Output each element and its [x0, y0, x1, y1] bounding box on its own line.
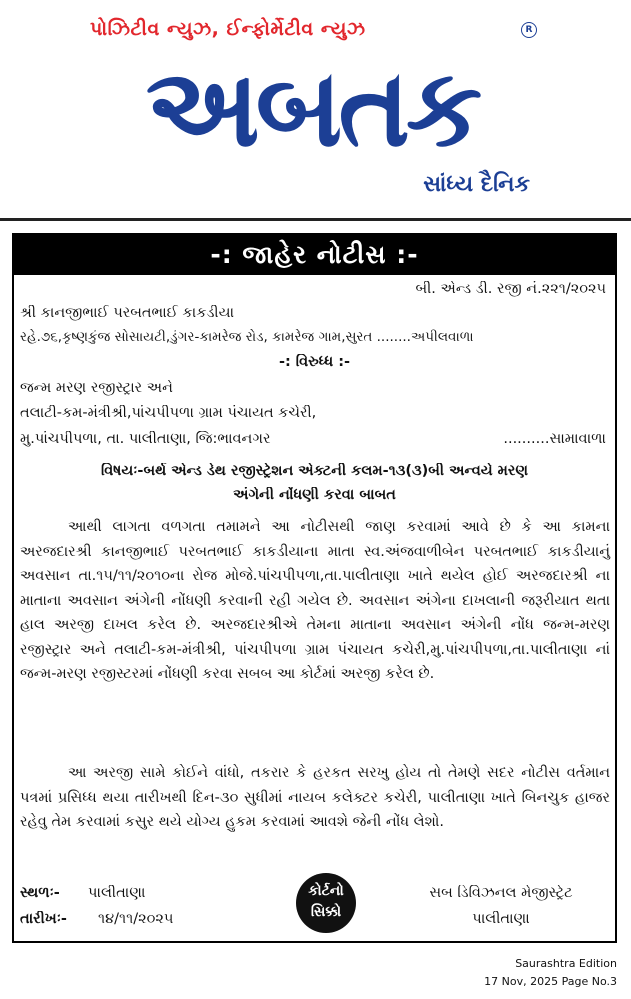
appellant-name: શ્રી કાનજીભાઈ પરબતભાઈ કાકડીયા [20, 305, 234, 321]
subject-line-1: વિષયઃ-બર્થ એન્ડ ડેથ રજીસ્ટ્રેશન એક્ટની કલમ-૧૩(૩)બી અન્વયે મરણ [100, 463, 529, 479]
appellant-address: રહે.૭૬,કૃષ્ણકુંજ સોસાયટી,ડુંગર-કામરેજ રોડ, કામરેજ ગામ,સુરત ........અપીલવાળા [20, 329, 474, 345]
edition-label: Saurashtra Edition [515, 957, 617, 970]
versus-heading: -: વિરુધ્ધ :- [278, 354, 351, 370]
notice-paragraph-2: આ અરજી સામે કોઈને વાંધો, તકરાર કે હરકત સરખુ હોય તો તેમણે સદર નોટીસ વર્તમાન પત્રમાં પ્રસિધ્ધ થયા તારીખથી દિન-૩૦ સુધીમાં નાયબ કલેક્ટર કચેરી, પાલીતાણા ખાતે બિનચુક હાજર રહેવુ તેમ કરવામાં કસુર થયે યોગ્ય હુકમ કરવામાં આવશે જેની નોંધ લેશો. [20, 765, 610, 830]
date-value: ૧૪/૧૧/૨૦૨૫ [98, 911, 174, 927]
place-value: પાલીતાણા [88, 885, 146, 901]
respondent-suffix: ..........સામાવાળા [503, 431, 606, 447]
notice-heading: -: જાહેર નોટીસ :- [14, 235, 615, 275]
seal-line-2: સિક્કો [310, 904, 342, 920]
edition-date-page: 17 Nov, 2025 Page No.3 [484, 975, 617, 988]
newspaper-logo: અબતક [145, 46, 479, 171]
subject-line-2: અંગેની નોંધણી કરવા બાબત [233, 487, 396, 503]
respondent-line-3: મુ.પાંચપીપળા, તા. પાલીતાણા, જિ:ભાવનગર [20, 431, 271, 447]
registered-mark-icon: R [521, 22, 537, 38]
place-label: સ્થળઃ- [20, 885, 60, 901]
masthead-divider [0, 218, 631, 221]
respondent-line-1: જન્મ મરણ રજીસ્ટ્રાર અને [20, 380, 173, 396]
signatory-place: પાલીતાણા [472, 911, 530, 927]
edition-type: સાંધ્ય દૈનિક [423, 172, 530, 197]
masthead [0, 0, 631, 215]
respondent-line-2: તલાટી-કમ-મંત્રીશ્રી,પાંચપીપળા ગ્રામ પંચાયત કચેરી, [20, 405, 317, 421]
tagline: પોઝિટીવ ન્યુઝ, ઈન્ફોર્મેટીવ ન્યુઝ [90, 18, 366, 40]
notice-paragraph-1: આથી લાગતા વળગતા તમામને આ નોટીસથી જાણ કરવામાં આવે છે કે આ કામના અરજદારશ્રી કાનજીભાઈ પરબતભાઈ કાકડીયાના માતા સ્વ.અંજવાળીબેન પરબતભાઈ કાકડીયાનું અવસાન તા.૧૫/૧૧/૨૦૧૦ના રોજ મોજે.પાંચપીપળા,તા.પાલીતાણા ખાતે થયેલ હોઈ અરજદારશ્રી ના માતાના અવસાન અંગેની નોંધણી કરવાની રહી ગયેલ છે. અવસાન અંગેના દાખલાની જરૂરીયાત થતા હાલ અરજી દાખલ કરેલ છે. અરજદારશ્રીએ તેમના માતાના અવસાન અંગેની નોંધ જન્મ-મરણ રજીસ્ટ્રાર અને તલાટી-કમ-મંત્રીશ્રી, પાંચપીપળા ગ્રામ પંચાયત કચેરી,મુ.પાંચપીપળા,તા.પાલીતાણા નાં જન્મ-મરણ રજીસ્ટરમાં નોંધણી કરવા સબબ આ કોર્ટમાં અરજી કરેલ છે. [20, 519, 610, 682]
case-number: બી. એન્ડ ડી. રજી નં.૨૨૧/૨૦૨૫ [415, 281, 606, 297]
date-label: તારીખઃ- [20, 911, 67, 927]
court-seal [296, 873, 356, 933]
seal-line-1: કોર્ટનો [308, 883, 344, 899]
public-notice [12, 233, 617, 943]
signatory-title: સબ ડિવિઝનલ મેજીસ્ટ્રેટ [429, 885, 573, 901]
